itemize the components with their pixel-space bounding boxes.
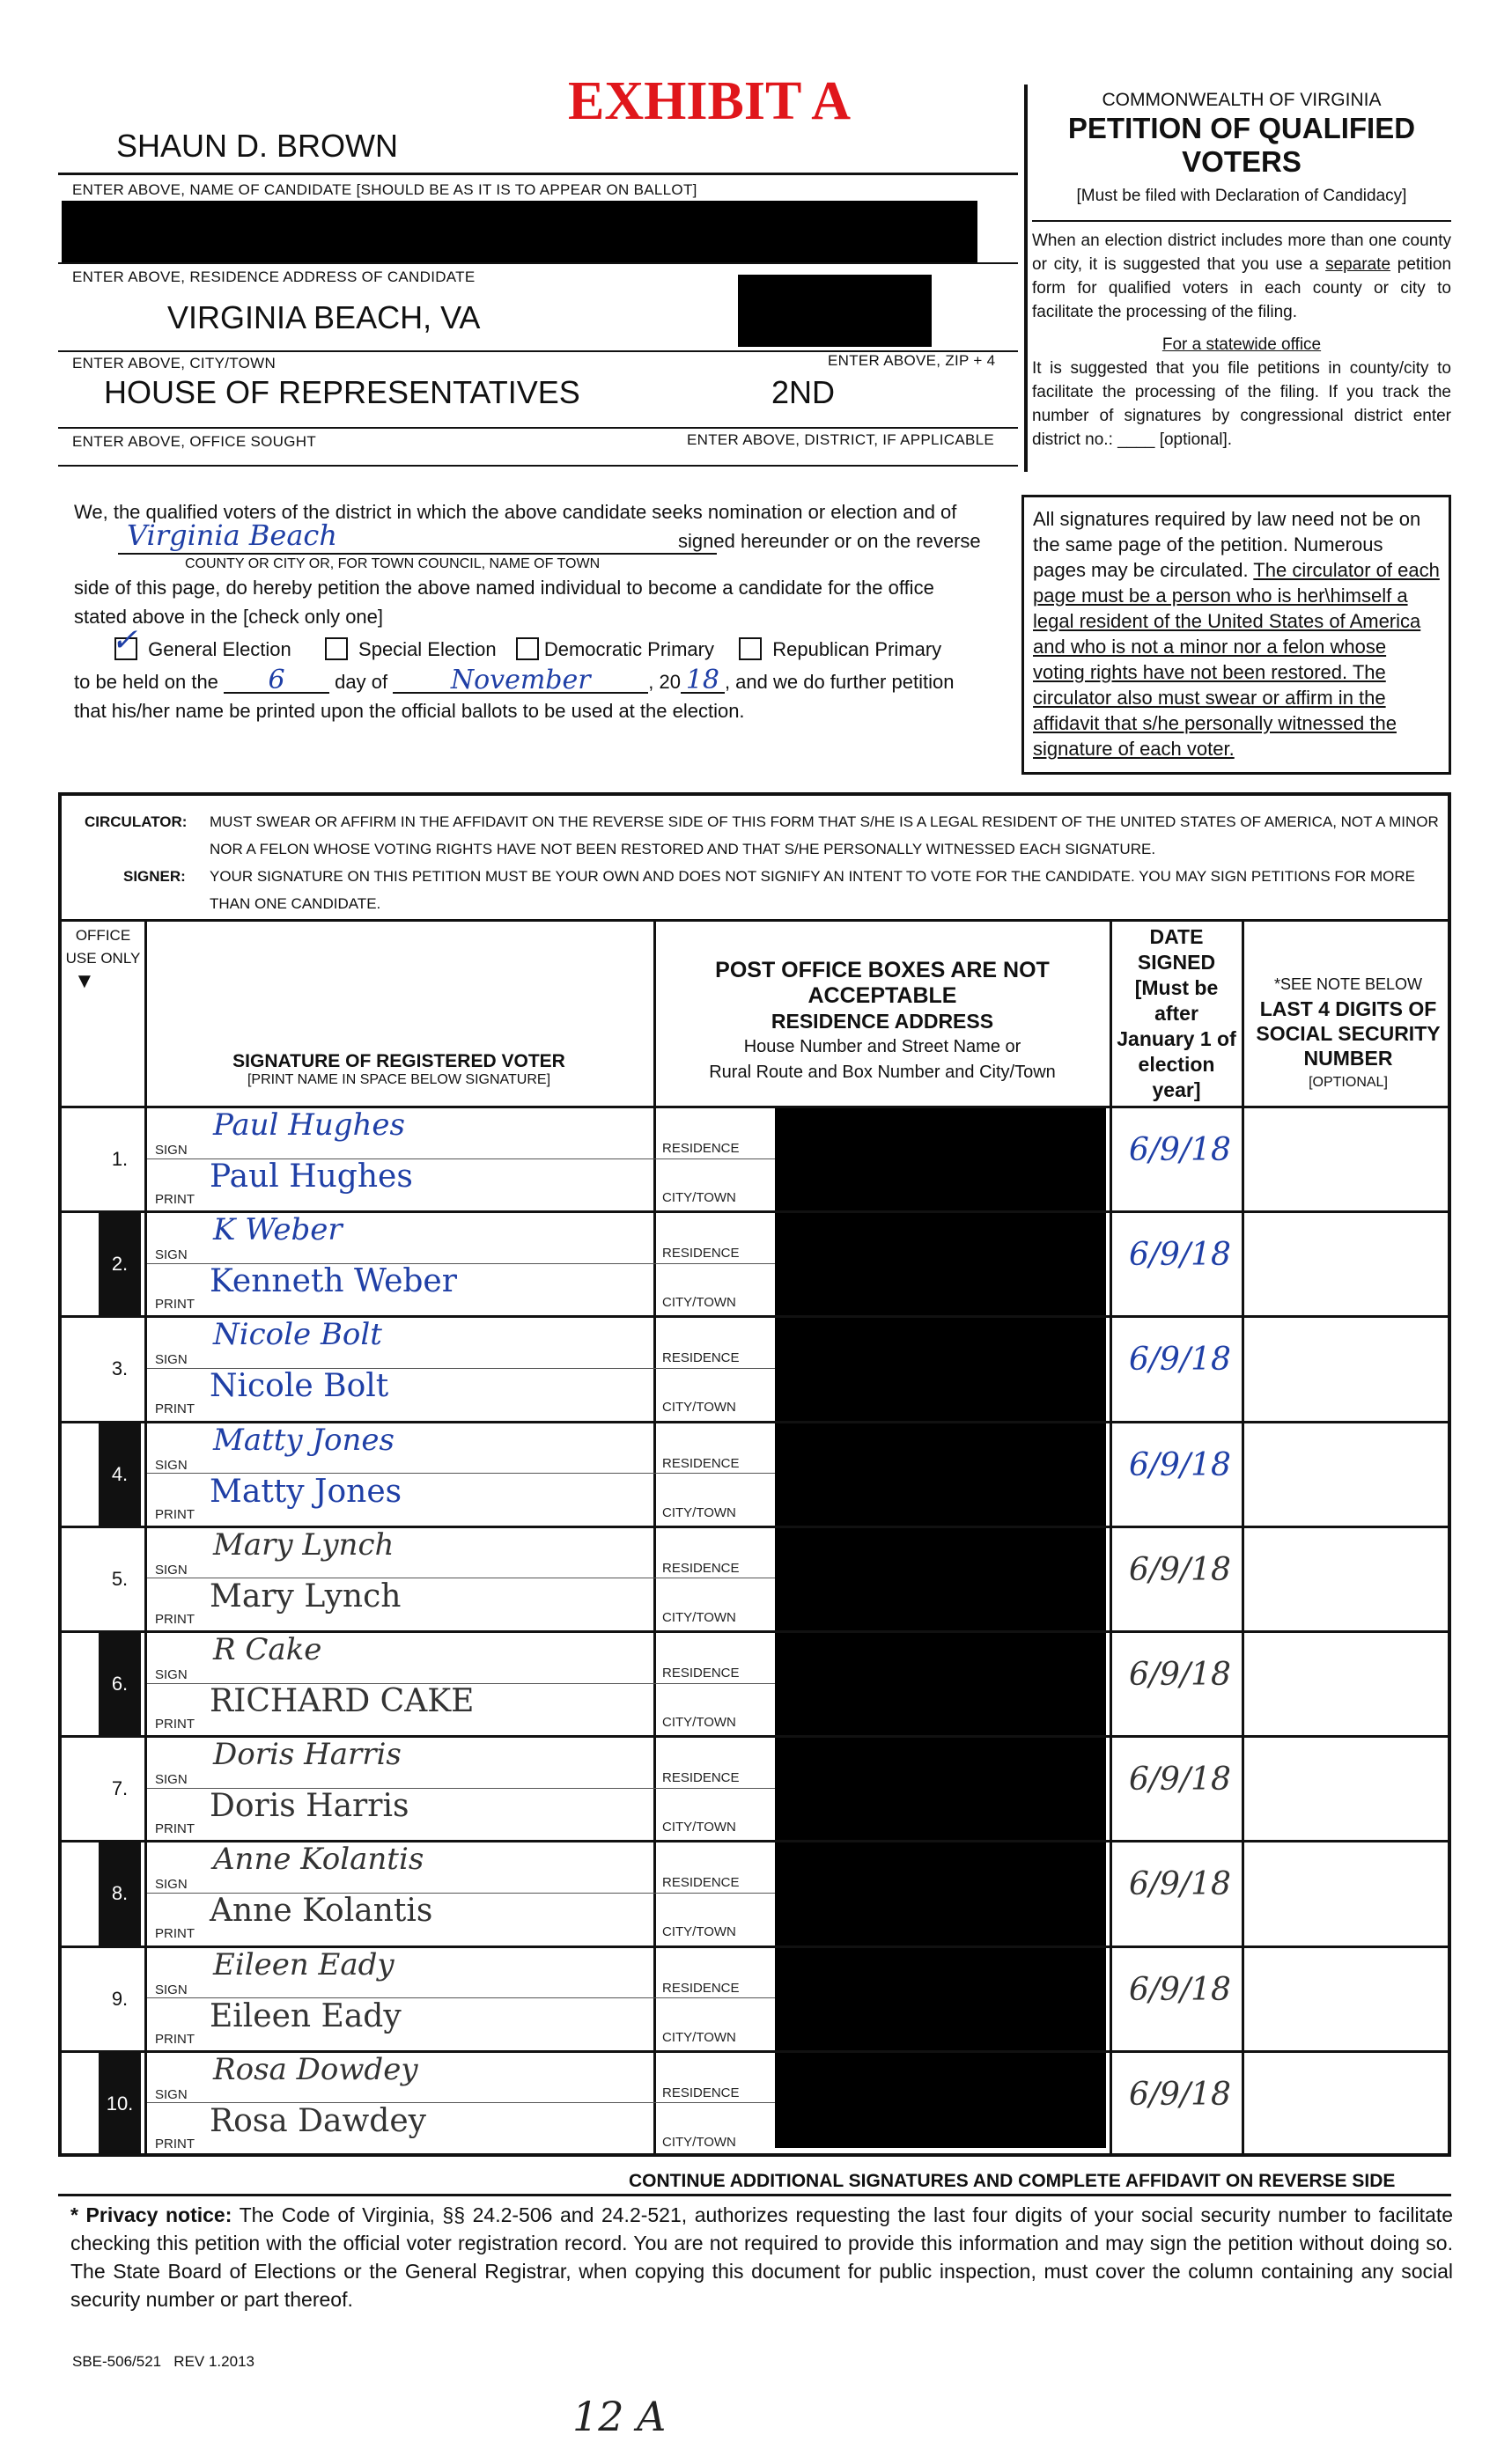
signer-label: SIGNER:: [123, 868, 186, 885]
day-value: 6: [224, 669, 329, 694]
handwritten-page-note: 12 A: [572, 2393, 667, 2440]
title-box: [1032, 88, 1451, 452]
held-text-d: , and we do further petition: [724, 671, 955, 693]
sign-label: SIGN: [155, 1772, 188, 1788]
candidate-city: VIRGINIA BEACH, VA: [167, 299, 481, 335]
row-number: 1.: [111, 1148, 129, 1170]
residence-sub2: Rural Route and Box Number and City/Town: [709, 1063, 1056, 1082]
city-town-label: CITY/TOWN: [662, 1295, 736, 1311]
voter-signature: Rosa Dowdey: [213, 2051, 418, 2087]
petition-title-2: VOTERS: [1182, 145, 1302, 178]
voter-signature: Doris Harris: [213, 1737, 402, 1773]
signature-subheader: [PRINT NAME IN SPACE BELOW SIGNATURE]: [247, 1072, 551, 1087]
form-id: SBE-506/521 REV 1.2013: [72, 2353, 254, 2370]
petition-title-1: PETITION OF QUALIFIED: [1067, 112, 1416, 144]
multi-county-separate: separate: [1325, 255, 1391, 274]
voter-printed-name: Eileen Eady: [210, 1997, 402, 2034]
statewide-text: It is suggested that you file petitions in county/city to facilitate the processing of the filing. If you track the number of signatures by congressional district enter district no.: ____ [optional].: [1032, 359, 1451, 449]
notice-box: [1021, 495, 1451, 775]
held-text-a: to be held on the: [74, 671, 218, 693]
privacy-text: The Code of Virginia, §§ 24.2-506 and 24.2-521, authorizes requesting the last four digits of your social security number to facilitate checking this petition with the official voter registration record. You are not required to provide this information and may sign the petition without doing so. The State Board of Elections or the General Registrar, when copying this document for public inspection, must cover the column containing any social security number or part thereof.: [70, 2203, 1454, 2311]
sign-label: SIGN: [155, 1247, 188, 1263]
print-label: PRINT: [155, 2031, 195, 2047]
continue-note: CONTINUE ADDITIONAL SIGNATURES AND COMPLETE AFFIDAVIT ON REVERSE SIDE: [629, 2171, 1396, 2191]
county-value: Virginia Beach: [127, 519, 337, 552]
ssn-column-header: [1247, 972, 1449, 1095]
city-town-label: CITY/TOWN: [662, 1820, 736, 1835]
held-text-c: , 20: [648, 671, 681, 693]
voter-printed-name: Rosa Dawdey: [210, 2102, 426, 2139]
privacy-label: * Privacy notice:: [70, 2203, 232, 2226]
sign-label: SIGN: [155, 1457, 188, 1473]
residence-label: RESIDENCE: [662, 1980, 740, 1996]
option-democratic: Democratic Primary: [543, 638, 714, 660]
petition-subtitle: [Must be filed with Declaration of Candidacy]: [1076, 187, 1407, 205]
voter-signature: Nicole Bolt: [213, 1317, 382, 1353]
circulator-text: MUST SWEAR OR AFFIRM IN THE AFFIDAVIT ON THE REVERSE SIDE OF THIS FORM THAT S/HE IS A LEGAL RESIDENT OF THE UNITED STATES OF AMERICA, NOT A MINOR NOR A FELON WHOSE VOTING RIGHTS HAVE NOT BEEN RESTORED AND THAT S/HE PERSONALLY WITNESSED EACH SIGNATURE.: [210, 813, 1439, 857]
print-label: PRINT: [155, 1297, 195, 1313]
po-boxes-header: POST OFFICE BOXES ARE NOT ACCEPTABLE: [715, 958, 1050, 1008]
voter-signature: R Cake: [213, 1632, 322, 1667]
voter-printed-name: Nicole Bolt: [210, 1368, 389, 1405]
sign-label: SIGN: [155, 1143, 188, 1158]
residence-column-header: [660, 958, 1104, 1085]
notice-underlined: The circulator of each page must be a person who is her\himself a legal resident of the United States of America and who is not a minor nor a felon whose voting rights have not been restored. The circulator also must swear or affirm in the affidavit that s/he personally witnessed the signature of each voter.: [1033, 559, 1440, 760]
print-label: PRINT: [155, 1717, 195, 1732]
checkbox-special[interactable]: [325, 637, 348, 660]
district: 2ND: [771, 374, 836, 410]
voter-signature: Eileen Eady: [213, 1946, 395, 1982]
voter-printed-name: Matty Jones: [210, 1473, 402, 1510]
exhibit-title: EXHIBIT A: [568, 71, 852, 131]
district-label: ENTER ABOVE, DISTRICT, IF APPLICABLE: [687, 431, 995, 448]
signature-table: [58, 792, 1451, 2157]
city-town-label: CITY/TOWN: [662, 2029, 736, 2045]
voter-signature: Matty Jones: [213, 1422, 395, 1458]
voters-line1: We, the qualified voters of the district in which the above candidate seeks nomination or election and of: [74, 501, 957, 523]
see-note: *SEE NOTE BELOW: [1273, 975, 1423, 993]
office-sought: HOUSE OF REPRESENTATIVES: [104, 374, 580, 410]
voter-signature: K Weber: [213, 1212, 343, 1248]
residence-label: RESIDENCE: [662, 1246, 740, 1261]
voters-line3: side of this page, do hereby petition the above named individual to become a candidate for the office stated above in the [check only one]: [74, 577, 934, 628]
residence-label: RESIDENCE: [662, 1770, 740, 1786]
office-use-only: [65, 924, 141, 993]
print-label: PRINT: [155, 2136, 195, 2151]
voter-printed-name: Kenneth Weber: [210, 1263, 457, 1300]
sign-label: SIGN: [155, 1877, 188, 1893]
multi-county-text-b: petition form for qualified voters in each county or city to facilitate the processing of the filing.: [1032, 255, 1452, 321]
held-text-b: day of: [335, 671, 388, 693]
city-label: ENTER ABOVE, CITY/TOWN: [72, 355, 277, 371]
print-label: PRINT: [155, 1192, 195, 1207]
print-label: PRINT: [155, 1611, 195, 1627]
checkbox-democratic[interactable]: [516, 637, 539, 660]
row-number: 3.: [111, 1357, 129, 1380]
date-signed: 6/9/18: [1129, 2076, 1231, 2113]
sign-label: SIGN: [155, 1562, 188, 1578]
sign-label: SIGN: [155, 1982, 188, 1997]
multi-county-text-a: When an election district includes more than one county or city, it is suggested that you use a: [1032, 232, 1451, 274]
voter-printed-name: Anne Kolantis: [210, 1893, 433, 1930]
city-town-label: CITY/TOWN: [662, 2134, 736, 2150]
residence-label: RESIDENCE: [662, 1350, 740, 1366]
date-signed: 6/9/18: [1129, 1551, 1231, 1588]
residence-label: RESIDENCE: [662, 1141, 740, 1156]
city-town-label: CITY/TOWN: [662, 1190, 736, 1205]
month-value: November: [393, 669, 648, 694]
residence-label: RESIDENCE: [662, 1666, 740, 1681]
residence-label: RESIDENCE: [662, 1560, 740, 1576]
row-number: 5.: [111, 1567, 129, 1590]
office-label: ENTER ABOVE, OFFICE SOUGHT: [72, 433, 317, 450]
voter-signature: Mary Lynch: [213, 1526, 395, 1563]
print-label: PRINT: [155, 1926, 195, 1942]
ssn-optional: [OPTIONAL]: [1309, 1075, 1388, 1090]
commonwealth: COMMONWEALTH OF VIRGINIA: [1102, 90, 1382, 110]
print-label: PRINT: [155, 1506, 195, 1522]
voter-printed-name: Mary Lynch: [210, 1578, 402, 1614]
ssn-header: LAST 4 DIGITS OF SOCIAL SECURITY NUMBER: [1256, 997, 1441, 1070]
checkbox-republican[interactable]: [739, 637, 762, 660]
date-signed: 6/9/18: [1129, 1762, 1231, 1798]
date-signed: 6/9/18: [1129, 1657, 1231, 1693]
zip-label: ENTER ABOVE, ZIP + 4: [828, 352, 996, 369]
signed-hereunder: signed hereunder or on the reverse: [678, 530, 981, 552]
print-label: PRINT: [155, 1821, 195, 1837]
candidate-name: SHAUN D. BROWN: [116, 128, 399, 164]
city-town-label: CITY/TOWN: [662, 1609, 736, 1625]
residence-label: RESIDENCE: [662, 2085, 740, 2100]
date-signed: 6/9/18: [1129, 1132, 1231, 1168]
row-number: 10.: [99, 2053, 141, 2155]
voter-printed-name: Paul Hughes: [210, 1158, 413, 1195]
row-number: 9.: [111, 1987, 129, 2010]
city-town-label: CITY/TOWN: [662, 1400, 736, 1416]
residence-label: RESIDENCE: [662, 1455, 740, 1471]
city-town-label: CITY/TOWN: [662, 1924, 736, 1940]
circulator-label: CIRCULATOR:: [85, 813, 188, 830]
row-number: 8.: [99, 1842, 141, 1945]
check-mark-icon: ✓: [111, 622, 138, 658]
date-signed: 6/9/18: [1129, 1237, 1231, 1274]
instructions: [70, 808, 1440, 917]
redacted-address: [62, 201, 977, 262]
county-label: COUNTY OR CITY OR, FOR TOWN COUNCIL, NAME OF TOWN: [185, 556, 601, 571]
date-signed: 6/9/18: [1129, 1446, 1231, 1483]
voter-signature: Paul Hughes: [213, 1107, 405, 1143]
triangle-down-icon: ▼: [74, 969, 95, 993]
redacted-zip: [738, 275, 932, 347]
voter-signature: Anne Kolantis: [213, 1842, 424, 1878]
voters-paragraph: [74, 497, 990, 725]
office-use-label: OFFICE USE ONLY: [65, 927, 141, 967]
date-signed: 6/9/18: [1129, 1342, 1231, 1379]
signer-text: YOUR SIGNATURE ON THIS PETITION MUST BE YOUR OWN AND DOES NOT SIGNIFY AN INTENT TO VOTE FOR THE CANDIDATE. YOU MAY SIGN PETITIONS FOR MORE THAN ONE CANDIDATE.: [210, 868, 1415, 912]
row-number: 7.: [111, 1777, 129, 1800]
row-number: 6.: [99, 1633, 141, 1735]
city-town-label: CITY/TOWN: [662, 1504, 736, 1520]
sign-label: SIGN: [155, 2086, 188, 2102]
residence-label: RESIDENCE: [662, 1875, 740, 1891]
option-special: Special Election: [358, 638, 497, 660]
voters-line6: that his/her name be printed upon the official ballots to be used at the election.: [74, 700, 745, 722]
residence-label: ENTER ABOVE, RESIDENCE ADDRESS OF CANDIDATE: [72, 268, 476, 285]
voter-printed-name: Doris Harris: [210, 1788, 409, 1825]
year-value: 18: [681, 669, 725, 694]
voter-printed-name: RICHARD CAKE: [210, 1683, 475, 1719]
residence-header: RESIDENCE ADDRESS: [771, 1010, 994, 1033]
option-general: General Election: [148, 638, 291, 660]
sign-label: SIGN: [155, 1667, 188, 1682]
row-number: 2.: [99, 1213, 141, 1315]
statewide-heading: For a statewide office: [1161, 335, 1322, 354]
date-signed: 6/9/18: [1129, 1971, 1231, 2008]
date-column-header: DATE SIGNED [Must be after January 1 of election year]: [1117, 925, 1236, 1101]
privacy-notice: [70, 2201, 1453, 2313]
signature-header: SIGNATURE OF REGISTERED VOTER: [232, 1051, 565, 1071]
print-label: PRINT: [155, 1401, 195, 1417]
candidate-name-label: ENTER ABOVE, NAME OF CANDIDATE [SHOULD BE AS IT IS TO APPEAR ON BALLOT]: [72, 181, 697, 198]
option-republican: Republican Primary: [772, 638, 942, 660]
signature-column-header: [150, 1051, 648, 1088]
row-number: 4.: [99, 1423, 141, 1526]
city-town-label: CITY/TOWN: [662, 1715, 736, 1730]
sign-label: SIGN: [155, 1352, 188, 1368]
date-signed: 6/9/18: [1129, 1866, 1231, 1903]
residence-sub1: House Number and Street Name or: [743, 1037, 1021, 1056]
notice-plain: All signatures required by law need not be on the same page of the petition. Numerous pages may be circulated.: [1033, 508, 1421, 581]
